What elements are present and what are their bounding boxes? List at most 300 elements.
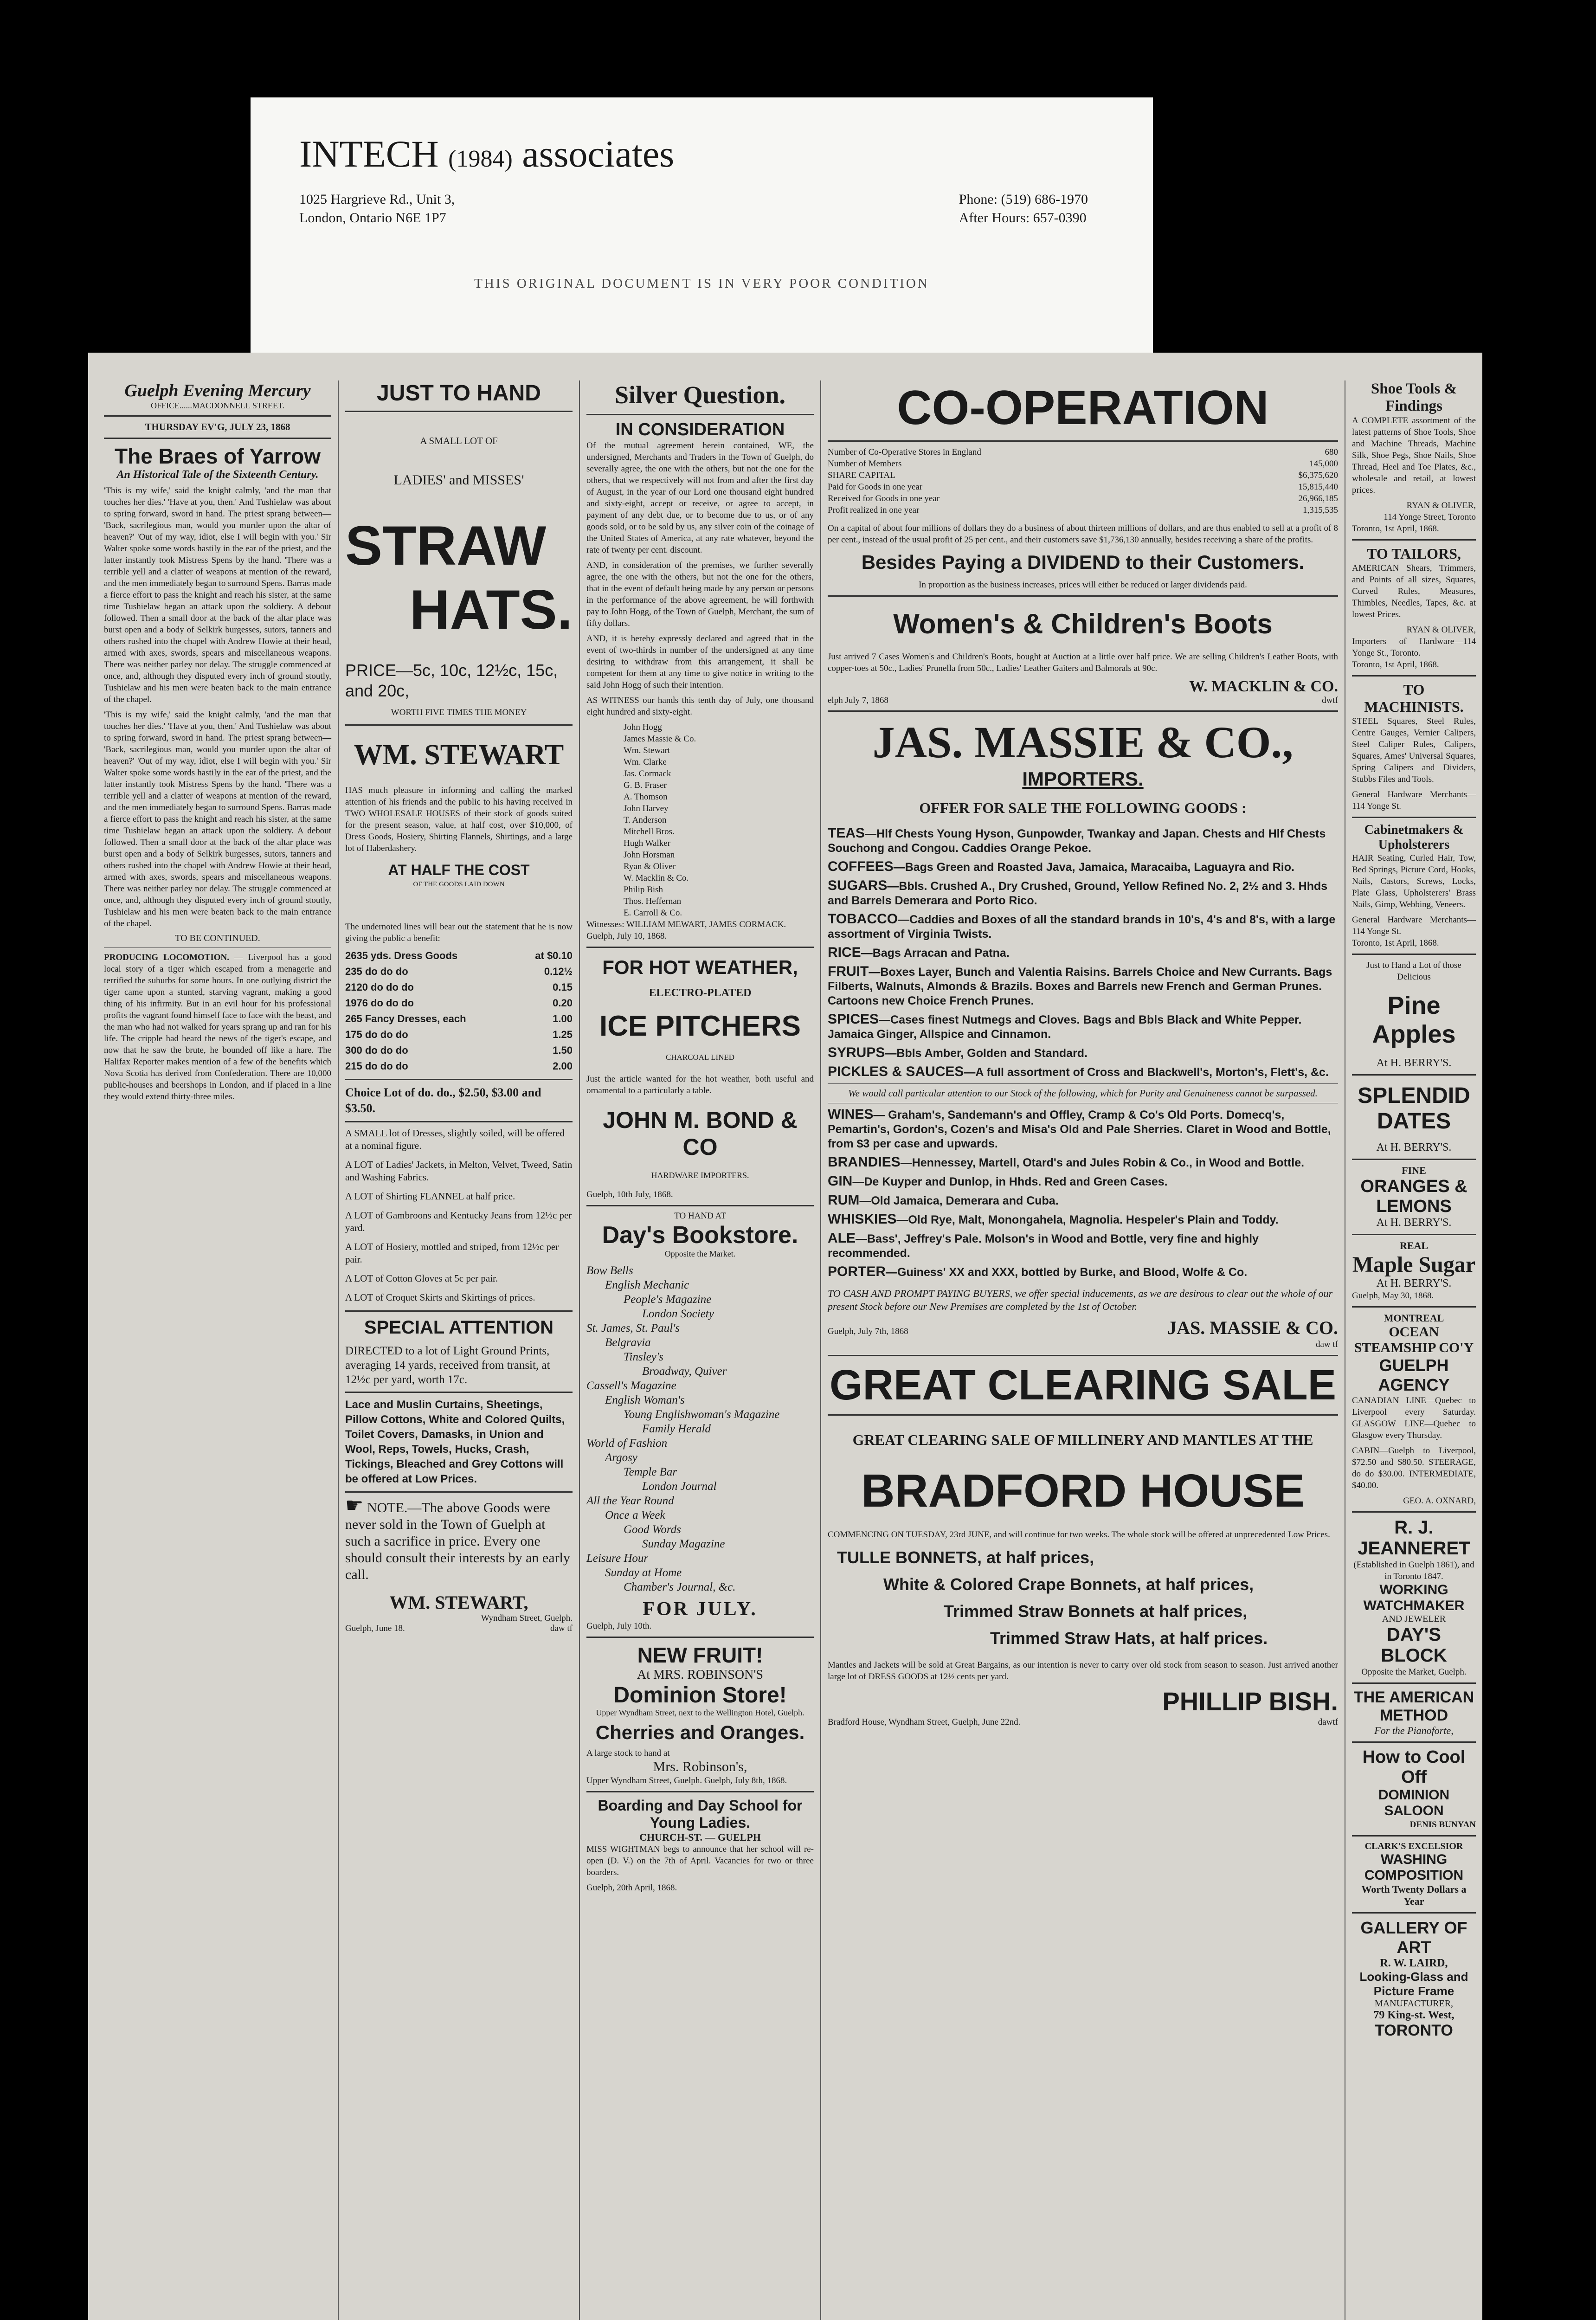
pointing-hand-icon: ☛ [345, 1494, 364, 1517]
silver-question-heading: Silver Question. [614, 381, 786, 409]
signer-name: Mitchell Bros. [624, 827, 675, 837]
berry-label-4: At H. BERRY'S. [1376, 1277, 1452, 1289]
bish-address: Bradford House, Wyndham Street, Guelph, June 22nd. [828, 1717, 1021, 1727]
machinists-body: STEEL Squares, Steel Rules, Centre Gauges, Vernier Calipers, Steel Caliper Rules, Calipers, Squares, Ames' Universal Squares, Spring Calipers and Dividers, Stubbs Files and Tools. [1352, 716, 1476, 784]
stat-row [828, 470, 1338, 481]
co-operation-heading: CO-OPERATION [897, 381, 1269, 435]
liquor-item-label: WHISKIES [828, 1212, 897, 1227]
maple-date: Guelph, May 30, 1868. [1352, 1291, 1434, 1301]
story-footer: TO BE CONTINUED. [175, 933, 260, 943]
trimmed-hats: Trimmed Straw Hats, at half prices. [990, 1629, 1268, 1648]
manufacturer-label: MANUFACTURER, [1374, 1998, 1454, 2009]
half-cost-heading: AT HALF THE COST [388, 862, 530, 878]
magazine-title: Argosy [605, 1451, 637, 1464]
macklin-date: elph July 7, 1868 [828, 696, 888, 705]
pitchers-body: Just the article wanted for the hot weather, both useful and ornamental to a particularly a table. [586, 1074, 814, 1096]
signer-name: Philip Bish [624, 885, 663, 895]
stat-row [828, 493, 1338, 504]
dominion-address: Upper Wyndham Street, next to the Wellington Hotel, Guelph. [596, 1708, 804, 1717]
price-line-item: 1976 do do do [345, 997, 414, 1009]
washing-composition-heading: WASHING COMPOSITION [1364, 1852, 1464, 1883]
price-line-price: 1.25 [553, 1029, 573, 1040]
lot-item: A SMALL lot of Dresses, slightly soiled, will be offered at a nominal figure. [345, 1128, 565, 1151]
magazine-title: English Mechanic [605, 1279, 689, 1291]
goods-item-label: TOBACCO [828, 911, 898, 927]
liquor-item [828, 1107, 1338, 1151]
price-line-item: 300 do do do [345, 1044, 408, 1056]
lot-item: A LOT of Hosiery, mottled and striped, from 12½c per pair. [345, 1241, 559, 1265]
macklin-code: dwtf [1322, 696, 1338, 705]
liquor-item-text: —Old Rye, Malt, Monongahela, Magnolia. Hespeler's Plain and Toddy. [896, 1213, 1279, 1226]
price-line [345, 964, 573, 980]
bradford-body: COMMENCING ON TUESDAY, 23rd JUNE, and will continue for two weeks. The whole stock will be offered at unprecedented Low Prices. [828, 1530, 1330, 1540]
hats-heading: HATS. [409, 579, 573, 641]
splendid-dates-heading: SPLENDID DATES [1358, 1083, 1470, 1134]
real-label: REAL [1399, 1240, 1429, 1251]
price-line [345, 980, 573, 995]
mrs-robinson-label: Mrs. Robinson's, [653, 1759, 747, 1774]
liquor-item [828, 1193, 1338, 1208]
large-stock-label: A large stock to hand at [586, 1748, 670, 1758]
for-july-heading: FOR JULY. [643, 1598, 758, 1620]
signer-name: Thos. Heffernan [624, 896, 682, 906]
liquor-item-text: —De Kuyper and Dunlop, in Hhds. Red and Green Cases. [852, 1175, 1168, 1188]
magazine-title: Bow Bells [586, 1264, 633, 1277]
column-5 [1345, 380, 1482, 2320]
price-line [345, 1058, 573, 1074]
liquor-item-text: —Old Jamaica, Demerara and Cuba. [859, 1194, 1059, 1207]
goods-item [828, 945, 1338, 960]
story-body-repeat: 'This is my wife,' said the knight calmly, 'and the man that touches her dies.' 'Have at you, then.' And Tushielaw was about to spring forward, sword in hand. The priest sprang between— 'Back, sacrilegious man, would you murder upon the altar of heaven?' 'Out of my way, idiot, else I will begin with you.' Sir Walter spoke some words hastily in the ear of the priest, and the latter instantly took Mistress Spens by the hand. 'There was a terrible yell and a clatter of weapons at mention of the reward, and the men immediately began to surround Spens. Barras made a fierce effort to pass the knight and reach his sister, at the same time Tushielaw began an attack upon the soldiery. A debout followed. Then a small door at the back of the altar place was burst open and a body of Selkirk burgesses, sutors, tanners and others rushed into the chapel with Andrew Howie at their head, armed with axes, swords, spears and miscellaneous weapons. There was neither parley nor delay. The struggle commenced at once, and, although they disputed every inch of ground stoutly, Tushielaw and his men were beaten back to the main entrance of the chapel. [104, 710, 331, 928]
goods-list [828, 826, 1338, 1080]
school-date: Guelph, 20th April, 1868. [586, 1883, 677, 1893]
machinists-heading: TO MACHINISTS. [1364, 681, 1464, 715]
massie-signature: JAS. MASSIE & CO. [1167, 1317, 1338, 1338]
intech-brand: INTECH (1984) associates [299, 133, 675, 175]
co-operation-body: On a capital of about four millions of dollars they do a business of about thirteen millions of dollars, and are thus enabled to sell at a profit of 8 per cent., instead of the usual profit of 25 per cent., and their customers save $1,736,130 annually, besides receiving a share of the profits. [828, 523, 1338, 545]
silver-date: Guelph, July 10, 1868. [586, 931, 667, 941]
special-body: DIRECTED to a lot of Light Ground Prints, averaging 14 yards, received from transit, at 12½c per yard, worth 17c. [345, 1345, 550, 1386]
dividend-note: In proportion as the business increases, prices will either be reduced or larger dividends paid. [919, 580, 1247, 590]
silver-witness: AS WITNESS our hands this tenth day of July, one thousand eight hundred and sixty-eight. [586, 696, 814, 717]
goods-item-text: —Cases finest Nutmegs and Cloves. Bags and Bbls Black and White Pepper. Jamaica Ginger, Allspice and Cinnamon. [828, 1013, 1302, 1041]
signer-name: Jas. Cormack [624, 769, 671, 779]
column-3 [580, 380, 821, 2320]
liquor-item [828, 1264, 1338, 1280]
signer-name: Ryan & Oliver [624, 862, 676, 871]
worth-twenty-label: Worth Twenty Dollars a Year [1361, 1883, 1467, 1907]
straw-price: PRICE—5c, 10c, 12½c, 15c, and 20c, [345, 661, 558, 700]
signer-name: John Hogg [624, 722, 662, 732]
stat-value: 145,000 [1309, 459, 1338, 469]
signer-name: James Massie & Co. [624, 734, 696, 744]
boots-body: Just arrived 7 Cases Women's and Children's Boots, bought at Auction at a little over half price. We are selling Children's Leather Boots, with copper-toes at 50c., Ladies' Prunella from 50c., Ladies' Leather Gaiters and Balmorals at 90c. [828, 652, 1338, 673]
cash-note: TO CASH AND PROMPT PAYING BUYERS, we offer special inducements, as we are desirous to clear out the whole of our present Stock before our New Premises are completed by the 1st of October. [828, 1288, 1333, 1312]
choice-lot: Choice Lot of do. do., $2.50, $3.00 and $3.50. [345, 1086, 541, 1115]
magazine-title: All the Year Round [586, 1495, 674, 1507]
liquor-item [828, 1212, 1338, 1227]
goods-note: We would call particular attention to our Stock of the following, which for Purity and Genuineness cannot be surpassed. [848, 1088, 1318, 1099]
stewart-code: daw tf [550, 1624, 573, 1633]
locomotion-title: PRODUCING LOCOMOTION. [104, 953, 230, 962]
goods-item-text: —Boxes Layer, Bunch and Valentia Raisins. Barrels Choice and New Currants. Bags Filberts, Walnuts, Almonds & Brazils. Boxes and Barrels new French and German Prunes. Cartoons new Choice French Prunes. [828, 966, 1332, 1007]
goods-item-label: COFFEES [828, 859, 894, 874]
signer-name: John Harvey [624, 804, 669, 813]
john-bond-heading: JOHN M. BOND & CO [603, 1107, 798, 1160]
intech-phone: Phone: (519) 686-1970 After Hours: 657-0390 [959, 192, 1088, 226]
bradford-house-heading: BRADFORD HOUSE [861, 1465, 1305, 1517]
magazine-title: Tinsley's [624, 1351, 663, 1363]
price-line-item: 2120 do do do [345, 981, 414, 993]
condition-note: THIS ORIGINAL DOCUMENT IS IN VERY POOR CONDITION [474, 276, 929, 291]
liquor-list [828, 1107, 1338, 1280]
looking-glass-heading: Looking-Glass and Picture Frame [1359, 1970, 1468, 1998]
bond-date: Guelph, 10th July, 1868. [586, 1190, 673, 1199]
masthead-title: Guelph Evening Mercury [124, 381, 311, 400]
signer-name: E. Carroll & Co. [624, 908, 682, 918]
king-street-label: 79 King-st. West, [1373, 2009, 1454, 2021]
montreal-label: MONTREAL [1384, 1312, 1444, 1324]
magazine-title: Leisure Hour [586, 1552, 649, 1565]
liquor-item-label: PORTER [828, 1264, 886, 1279]
price-line [345, 995, 573, 1011]
magazine-title: St. James, St. Paul's [586, 1322, 680, 1334]
massie-date: Guelph, July 7th, 1868 [828, 1327, 908, 1336]
goods-item [828, 1012, 1338, 1042]
silver-witnesses: Witnesses: WILLIAM MEWART, JAMES CORMACK. [586, 920, 786, 929]
clarks-label: CLARK'S EXCELSIOR [1364, 1841, 1463, 1851]
masthead-office: OFFICE......MACDONNELL STREET. [151, 401, 284, 410]
days-date: Guelph, July 10th. [586, 1621, 652, 1631]
clearing-subheading: GREAT CLEARING SALE OF MILLINERY AND MANTLES AT THE [852, 1431, 1313, 1448]
goods-item-text: —Bags Arracan and Patna. [861, 947, 1010, 960]
stat-label: Number of Co-Operative Stores in England [828, 447, 981, 457]
intech-address: 1025 Hargrieve Rd., Unit 3, London, Ontario N6E 1P7 [299, 192, 455, 226]
column-1 [97, 380, 339, 2320]
magazine-title: Broadway, Quiver [642, 1365, 727, 1378]
price-line-price: at $0.10 [535, 950, 573, 961]
guelph-agency-heading: GUELPH AGENCY [1378, 1356, 1450, 1394]
cabinetmakers-body: HAIR Seating, Curled Hair, Tow, Bed Springs, Picture Cord, Hooks, Nails, Castors, Screws, Locks, Plate Glass, Upholsterers' Brass Nails, Gimp, Webbing, Veneers. [1352, 853, 1476, 909]
liquor-item-label: RUM [828, 1192, 860, 1208]
pianoforte-label: For the Pianoforte, [1374, 1725, 1454, 1736]
price-line-item: 265 Fancy Dresses, each [345, 1013, 466, 1025]
magazine-title: London Journal [642, 1480, 717, 1493]
magazine-title: London Society [642, 1308, 714, 1320]
new-fruit-heading: NEW FRUIT! [637, 1643, 763, 1667]
price-line-item: 175 do do do [345, 1029, 408, 1040]
oranges-heading: ORANGES & LEMONS [1360, 1177, 1467, 1216]
consideration-heading: IN CONSIDERATION [615, 420, 785, 439]
silver-body-2: AND, in consideration of the premises, we further severally agree, the one with the others, but not the one for the others, that in the event of default being made by any person or persons in the performance of the above agreement, he will forthwith pay to John Hogg, of the Town of Guelph, Merchant, the sum of fifty dollars. [586, 561, 814, 628]
days-opposite: Opposite the Market. [664, 1249, 736, 1258]
goods-item [828, 1045, 1338, 1061]
days-block-address: Opposite the Market, Guelph. [1361, 1667, 1467, 1677]
macklin-signature: W. MACKLIN & CO. [1189, 678, 1338, 695]
tailors-body: AMERICAN Shears, Trimmers, and Points of all sizes, Squares, Curved Rules, Measures, Thimbles, Needles, Tapes, &c. at lowest Prices. [1352, 563, 1476, 619]
massie-heading: JAS. MASSIE & CO., [872, 717, 1294, 767]
goods-item [828, 878, 1338, 908]
shoe-tools-body: A COMPLETE assortment of the latest patterns of Shoe Tools, Shoe and Machine Threads, Machine Silk, Shoe Pegs, Shoe Nails, Shoe Thread, Heel and Toe Plates, &c., wholesale and retail, at lowest prices. [1352, 416, 1476, 495]
liquor-item-text: —Bass', Jeffrey's Pale. Molson's in Wood and Bottle, very fine and highly recommended. [828, 1232, 1259, 1260]
silver-body-1: Of the mutual agreement herein contained, WE, the undersigned, Merchants and Traders in the Town of Guelph, do severally agree, the one with the others, but not the one for the others, that we respectively will not from and after the first day of August, in the year of our Lord one thousand eight hundred and sixty-eight, accept or receive, or agree to accept, in payment of any debt due, or to become due to us, or of any goods sold, or to be sold by us, any silver coin of the coinage of the United States of America, at any rate whatever, beyond the rate of twenty per cent. discount. [586, 441, 814, 555]
stat-label: SHARE CAPITAL [828, 470, 895, 480]
magazine-title: Sunday at Home [605, 1566, 682, 1579]
cabinetmakers-heading: Cabinetmakers & Upholsterers [1364, 823, 1464, 852]
ryan-signature: RYAN & OLIVER, [1406, 501, 1476, 510]
cool-off-heading: How to Cool Off [1362, 1747, 1466, 1787]
ryan-address: 114 Yonge Street, Toronto [1384, 512, 1476, 522]
newspaper-page [88, 353, 1482, 2320]
underrated-note: The undernoted lines will bear out the statement that he is now giving the public a benefit: [345, 922, 573, 943]
ocean-steamship-heading: OCEAN STEAMSHIP CO'Y [1354, 1324, 1474, 1355]
robinson-date: Upper Wyndham Street, Guelph. Guelph, July 8th, 1868. [586, 1776, 787, 1785]
microfilm-header [251, 97, 1153, 355]
liquor-item-label: ALE [828, 1231, 856, 1246]
liquor-item-text: —Hennessey, Martell, Otard's and Jules Robin & Co., in Wood and Bottle. [900, 1156, 1305, 1169]
magazine-title: People's Magazine [624, 1293, 712, 1306]
magazine-title: Temple Bar [624, 1466, 677, 1478]
days-block-heading: DAY'S BLOCK [1381, 1624, 1447, 1666]
to-hand-label: TO HAND AT [674, 1211, 726, 1221]
price-line-price: 2.00 [553, 1060, 573, 1072]
watchmaker-heading: WORKING WATCHMAKER [1363, 1582, 1465, 1613]
denis-bunyan-signature: DENIS BUNYAN [1409, 1820, 1476, 1830]
price-line-price: 0.20 [553, 997, 573, 1009]
signer-name: G. B. Fraser [624, 780, 667, 790]
jeanneret-sub: (Established in Guelph 1861), and in Toronto 1847. [1353, 1560, 1474, 1581]
price-line-price: 1.50 [553, 1044, 573, 1056]
price-line-price: 0.15 [553, 981, 573, 993]
stewart-body: HAS much pleasure in informing and calling the marked attention of his friends and the public to his having received in TWO WHOLESALE HOUSES of their stock of goods suited for the present season, value, at half cost, over $10,000, of Dress Goods, Hosiery, Shirting Flannels, Shirtings, and a large lot of Haberdashery. [345, 786, 573, 853]
goods-item-text: —Hlf Chests Young Hyson, Gunpowder, Twankay and Japan. Chests and Hlf Chests Souchong and Congou. Caddies Orange Pekoe. [828, 827, 1326, 855]
ryan-signature-2: RYAN & OLIVER, [1406, 625, 1476, 635]
column-4 [821, 380, 1345, 2320]
price-line-price: 0.12½ [544, 966, 573, 977]
general-hardware-1: General Hardware Merchants—114 Yonge St. [1352, 790, 1476, 811]
ice-pitchers-heading: ICE PITCHERS [599, 1010, 801, 1042]
goods-item-label: SYRUPS [828, 1045, 885, 1060]
stat-label: Profit realized in one year [828, 505, 920, 515]
special-attention-heading: SPECIAL ATTENTION [364, 1317, 554, 1338]
lot-item: A LOT of Gambroons and Kentucky Jeans from 12½c per yard. [345, 1210, 572, 1233]
trimmed-bonnets: Trimmed Straw Bonnets at half prices, [944, 1602, 1248, 1621]
stat-value: 680 [1325, 447, 1338, 457]
story-title: The Braes of Yarrow [115, 444, 321, 468]
stat-value: $6,375,620 [1298, 470, 1338, 480]
boots-heading: Women's & Children's Boots [893, 608, 1273, 639]
importers-line: Importers of Hardware—114 Yonge St., Toronto. [1352, 637, 1476, 658]
cherries-heading: Cherries and Oranges. [595, 1721, 805, 1743]
crape-bonnets: White & Colored Crape Bonnets, at half prices, [883, 1575, 1254, 1594]
tulle-bonnets: TULLE BONNETS, at half prices, [837, 1548, 1094, 1567]
liquor-item [828, 1155, 1338, 1170]
magazine-title: World of Fashion [586, 1437, 668, 1450]
liquor-item-label: WINES [828, 1107, 874, 1122]
price-line-item: 2635 yds. Dress Goods [345, 950, 458, 961]
clearing-sale-heading: GREAT CLEARING SALE [829, 1361, 1337, 1409]
price-line [345, 1027, 573, 1043]
price-line-item: 235 do do do [345, 966, 408, 977]
bond-importers: HARDWARE IMPORTERS. [651, 1171, 749, 1180]
jeweler-label: AND JEWELER [1382, 1614, 1446, 1624]
magazine-title: Once a Week [605, 1509, 665, 1521]
liquor-item-label: BRANDIES [828, 1154, 901, 1170]
lot-item: A LOT of Cotton Gloves at 5c per pair. [345, 1273, 498, 1284]
shoe-tools-heading: Shoe Tools & Findings [1371, 380, 1457, 414]
signer-list [586, 722, 814, 919]
dividend-heading: Besides Paying a DIVIDEND to their Customers. [861, 551, 1305, 573]
co-operation-stats [828, 446, 1338, 516]
story-subtitle: An Historical Tale of the Sixteenth Century. [116, 469, 319, 481]
of-goods-label: OF THE GOODS LAID DOWN [413, 881, 505, 888]
liquor-item [828, 1174, 1338, 1189]
lot-list [345, 1127, 573, 1304]
silver-body-3: AND, it is hereby expressly declared and agreed that in the event of two-thirds in number of the undersigned at any time desiring to withdraw from this arrangement, it shall be competent for them at any time to give notice in writing to the said John Hogg of such their intention. [586, 634, 814, 690]
pine-apples-heading: Pine Apples [1372, 992, 1456, 1048]
magazine-list [586, 1263, 814, 1594]
stat-row [828, 481, 1338, 493]
signer-name: T. Anderson [624, 815, 667, 825]
straw-heading: STRAW [345, 515, 547, 577]
liquor-item [828, 1231, 1338, 1261]
electro-plated-label: ELECTRO-PLATED [649, 987, 752, 999]
goods-item-text: —A full assortment of Cross and Blackwell's, Morton's, Flett's, &c. [964, 1066, 1329, 1079]
magazine-title: Chamber's Journal, &c. [624, 1581, 736, 1593]
column-2 [339, 380, 580, 2320]
stat-label: Received for Goods in one year [828, 494, 940, 503]
stat-row [828, 504, 1338, 516]
canadian-line: CANADIAN LINE—Quebec to Liverpool every Saturday. GLASGOW LINE—Quebec to Glasgow every Thursday. [1352, 1396, 1476, 1440]
signer-name: John Horsman [624, 850, 675, 860]
stewart-date: Guelph, June 18. [345, 1624, 405, 1633]
price-line-item: 215 do do do [345, 1060, 408, 1072]
laird-name: R. W. LAIRD, [1380, 1957, 1448, 1969]
dominion-store-heading: Dominion Store! [613, 1683, 787, 1708]
lot-item: A LOT of Ladies' Jackets, in Melton, Velvet, Tweed, Satin and Washing Fabrics. [345, 1159, 573, 1183]
magazine-title: Sunday Magazine [642, 1538, 725, 1550]
ryan-date: Toronto, 1st April, 1868. [1352, 524, 1439, 534]
signer-name: Hugh Walker [624, 838, 671, 848]
magazine-title: Young Englishwoman's Magazine [624, 1408, 780, 1421]
importers-heading: IMPORTERS. [1022, 768, 1144, 790]
goods-item-label: PICKLES & SAUCES [828, 1064, 964, 1079]
goods-item [828, 964, 1338, 1008]
stat-label: Paid for Goods in one year [828, 482, 923, 492]
stat-value: 26,966,185 [1298, 494, 1338, 503]
magazine-title: Family Herald [642, 1423, 711, 1435]
masthead-date: THURSDAY EV'G, JULY 23, 1868 [145, 421, 290, 432]
tailors-heading: TO TAILORS, [1367, 545, 1461, 562]
locomotion-body: — Liverpool has a good local story of a tiger which escaped from a menagerie and terrified the suburbs for some hours. In one outlying district the tiger came upon a stunted, starving vagrant, making a good thing of his infirmity. But in an evil hour for his professional profits the vagrant found himself face to face with the beast, and the man who had not walked for years sprang up and ran for his life. The cripple had heard the news of the tiger's escape, and now that he saw the brute, he bounded off like a hare. The Halifax Reporter makes mention of a few of the benefits which Nova Scotia has derived from Confederation. There are 10,000 public-houses and beershops in London, and if placed in a line they would extend thirty-three miles. [104, 953, 331, 1102]
church-street-label: CHURCH-ST. — GUELPH [639, 1831, 761, 1843]
oxnard-signature: GEO. A. OXNARD, [1403, 1496, 1476, 1506]
goods-item [828, 826, 1338, 856]
magazine-title: English Woman's [605, 1394, 685, 1406]
ladies-label: LADIES' and MISSES' [393, 472, 524, 488]
just-to-hand-heading: JUST TO HAND [377, 381, 541, 406]
small-lot-label: A SMALL LOT OF [420, 435, 498, 446]
signer-name: Wm. Clarke [624, 757, 667, 767]
goods-item-text: —Bbls Amber, Golden and Standard. [885, 1047, 1088, 1060]
general-hardware-2: General Hardware Merchants—114 Yonge St. [1352, 915, 1476, 936]
wightman-body: MISS WIGHTMAN begs to announce that her school will re-open (D. V.) on the 7th of April. Vacancies for two or three boarders. [586, 1844, 814, 1877]
price-line [345, 1011, 573, 1027]
signer-name: A. Thomson [624, 792, 668, 802]
magazine-title: Belgravia [605, 1336, 651, 1349]
goods-item [828, 859, 1338, 875]
story-body: 'This is my wife,' said the knight calmly, 'and the man that touches her dies.' 'Have at you, then.' And Tushielaw was about to spring forward, sword in hand. The priest sprang between— 'Back, sacrilegious man, would you murder upon the altar of heaven?' 'Out of my way, idiot, else I will begin with you.' Sir Walter spoke some words hastily in the ear of the priest, and the latter instantly took Mistress Spens by the hand. 'There was a terrible yell and a clatter of weapons at mention of the reward, and the men immediately began to surround Spens. Barras made a fierce effort to pass the knight and reach his sister, at the same time Tushielaw began an attack upon the soldiery. A debout followed. Then a small door at the back of the altar place was burst open and a body of Selkirk burgesses, sutors, tanners and others rushed into the chapel with Andrew Howie at their head, armed with axes, swords, spears and miscellaneous weapons. There was neither parley nor delay. The struggle commenced at once, and, although they disputed every inch of ground stoutly, Tushielaw and his men were beaten back to the main entrance of the chapel. [104, 486, 331, 704]
charcoal-label: CHARCOAL LINED [665, 1053, 735, 1062]
stewart-signature: WM. STEWART, [389, 1592, 528, 1613]
goods-item [828, 1064, 1338, 1080]
worth-five-times: WORTH FIVE TIMES THE MONEY [391, 708, 527, 717]
toronto-heading: TORONTO [1375, 2022, 1453, 2039]
goods-item-label: FRUIT [828, 964, 869, 979]
offer-heading: OFFER FOR SALE THE FOLLOWING GOODS : [919, 799, 1247, 816]
price-lines [345, 948, 573, 1074]
stat-label: Number of Members [828, 459, 902, 469]
stat-value: 15,815,440 [1298, 482, 1338, 492]
stewart-address: Wyndham Street, Guelph. [481, 1613, 573, 1623]
goods-item-text: —Caddies and Boxes of all the standard brands in 10's, 4's and 8's, with a large assortment of Virginia Twists. [828, 913, 1336, 941]
lot-item: A LOT of Shirting FLANNEL at half price. [345, 1191, 515, 1202]
price-line [345, 1043, 573, 1058]
days-bookstore-heading: Day's Bookstore. [602, 1222, 798, 1249]
goods-item-label: RICE [828, 945, 861, 960]
boarding-school-heading: Boarding and Day School for Young Ladies. [598, 1797, 803, 1831]
goods-item [828, 912, 1338, 941]
bonnet-list [828, 1544, 1338, 1652]
price-line-price: 1.00 [553, 1013, 573, 1025]
massie-code: daw tf [1315, 1340, 1338, 1349]
american-method-heading: THE AMERICAN METHOD [1353, 1688, 1474, 1724]
stat-row [828, 458, 1338, 470]
price-line [345, 948, 573, 964]
steamship-fares: CABIN—Guelph to Liverpool, $72.50 and $80.50. STEERAGE, do do $30.00. INTERMEDIATE, $40.00. [1352, 1446, 1476, 1490]
robinson-label: At MRS. ROBINSON'S [637, 1668, 763, 1682]
signer-name: W. Macklin & Co. [624, 873, 689, 883]
stat-value: 1,315,535 [1303, 505, 1338, 515]
note-body: NOTE.—The above Goods were never sold in the Town of Guelph at such a sacrifice in price. Every one should consult their interests by an early call. [345, 1500, 570, 1582]
goods-item-text: —Bbls. Crushed A., Dry Crushed, Ground, Yellow Refined No. 2, 2½ and 3. Hhds and Barrels Demerara and Porto Rico. [828, 880, 1328, 907]
signer-name: Wm. Stewart [624, 746, 670, 755]
fine-label: FINE [1402, 1165, 1426, 1176]
toronto-date-2: Toronto, 1st April, 1868. [1352, 938, 1439, 948]
liquor-item-text: — Graham's, Sandemann's and Offley, Cramp & Co's Old Ports. Domecq's, Pemartin's, Gordon's, Cozen's and Misa's Old and Pale Sherries. Claret in Wood and Bottle, from $3 per case and upwards. [828, 1108, 1331, 1150]
lot-item: A LOT of Croquet Skirts and Skirtings of prices. [345, 1292, 535, 1303]
goods-item-label: SUGARS [828, 878, 888, 893]
delicious-lot-label: Just to Hand a Lot of those Delicious [1366, 960, 1461, 982]
gallery-of-art-heading: GALLERY OF ART [1360, 1918, 1467, 1957]
jeanneret-heading: R. J. JEANNERET [1358, 1517, 1470, 1559]
toronto-date-1: Toronto, 1st April, 1868. [1352, 660, 1439, 670]
liquor-item-text: —Guiness' XX and XXX, bottled by Burke, and Blood, Wolfe & Co. [886, 1266, 1248, 1279]
magazine-title: Good Words [624, 1523, 681, 1536]
berry-label-3: At H. BERRY'S. [1376, 1217, 1452, 1229]
mantles-note: Mantles and Jackets will be sold at Great Bargains, as our intention is never to carry over old stock from season to season. Just arrived another large lot of DRESS GOODS at 12½ cents per yard. [828, 1660, 1338, 1682]
dominion-saloon-heading: DOMINION SALOON [1378, 1787, 1450, 1818]
stewart-heading: WM. STEWART [354, 739, 564, 771]
goods-item-label: SPICES [828, 1012, 879, 1027]
berry-label-1: At H. BERRY'S. [1376, 1057, 1452, 1069]
berry-label-2: At H. BERRY'S. [1376, 1141, 1452, 1154]
goods-item-text: —Bags Green and Roasted Java, Jamaica, Maracaiba, Laguayra and Rio. [893, 861, 1294, 874]
stat-row [828, 446, 1338, 458]
bish-code: dawtf [1318, 1717, 1338, 1727]
liquor-item-label: GIN [828, 1173, 853, 1189]
goods-item-label: TEAS [828, 825, 865, 841]
